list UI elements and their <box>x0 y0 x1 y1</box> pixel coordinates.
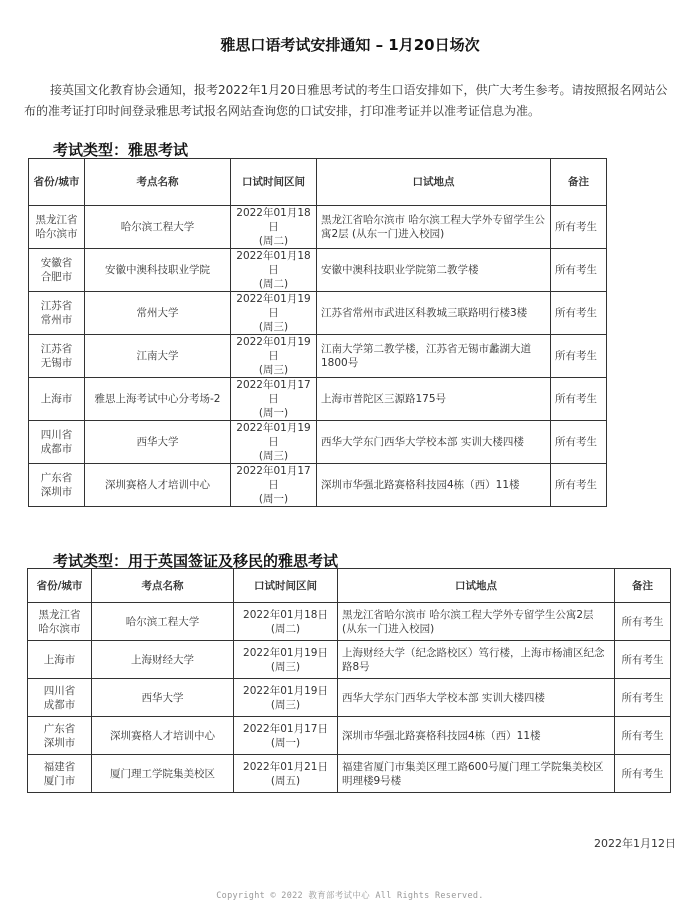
cell-note: 所有考生 <box>551 206 607 249</box>
cell-location: 西华大学东门西华大学校本部 实训大楼四楼 <box>338 679 615 717</box>
cell-province: 上海市 <box>28 641 92 679</box>
cell-province: 上海市 <box>29 378 85 421</box>
table-body <box>28 603 671 793</box>
copyright-footer: Copyright © 2022 教育部考试中心 All Rights Reserved. <box>216 891 484 901</box>
table-row <box>29 464 607 507</box>
cell-venue: 厦门理工学院集美校区 <box>92 755 234 793</box>
header-venue: 考点名称 <box>85 159 231 206</box>
cell-note: 所有考生 <box>551 464 607 507</box>
cell-location: 上海财经大学（纪念路校区）笃行楼，上海市杨浦区纪念路8号 <box>338 641 615 679</box>
cell-time: 2022年01月19日 (周三) <box>234 641 338 679</box>
schedule-table-ukvi <box>27 568 671 793</box>
cell-venue: 常州大学 <box>85 292 231 335</box>
cell-note: 所有考生 <box>615 603 671 641</box>
cell-note: 所有考生 <box>615 755 671 793</box>
cell-province: 江苏省 无锡市 <box>29 335 85 378</box>
cell-location: 上海市普陀区三源路175号 <box>317 378 551 421</box>
cell-time: 2022年01月18日 (周二) <box>231 206 317 249</box>
table-row <box>29 421 607 464</box>
cell-location: 安徽中澳科技职业学院第二教学楼 <box>317 249 551 292</box>
header-time: 口试时间区间 <box>231 159 317 206</box>
cell-province: 四川省 成都市 <box>28 679 92 717</box>
table-row <box>29 378 607 421</box>
cell-province: 广东省 深圳市 <box>29 464 85 507</box>
table-header-row <box>29 159 607 206</box>
cell-note: 所有考生 <box>551 249 607 292</box>
cell-location: 黑龙江省哈尔滨市 哈尔滨工程大学外专留学生公寓2层 (从东一门进入校园) <box>317 206 551 249</box>
cell-time: 2022年01月18日 (周二) <box>234 603 338 641</box>
table-row <box>28 679 671 717</box>
table-row <box>29 335 607 378</box>
intro-paragraph: 接英国文化教育协会通知，报考2022年1月20日雅思考试的考生口语安排如下，供广大考生参考。请按照报名网站公布的准考证打印时间登录雅思考试报名网站查询您的口试安排，打印准考证并以准考证信息为准。 <box>24 83 668 118</box>
cell-location: 江南大学第二教学楼，江苏省无锡市蠡湖大道1800号 <box>317 335 551 378</box>
table-row <box>29 206 607 249</box>
cell-venue: 雅思上海考试中心分考场-2 <box>85 378 231 421</box>
cell-venue: 深圳赛格人才培训中心 <box>85 464 231 507</box>
issue-date: 2022年1月12日 <box>594 837 676 850</box>
cell-province: 黑龙江省 哈尔滨市 <box>29 206 85 249</box>
cell-time: 2022年01月18日 (周二) <box>231 249 317 292</box>
cell-venue: 上海财经大学 <box>92 641 234 679</box>
cell-venue: 哈尔滨工程大学 <box>92 603 234 641</box>
cell-venue: 江南大学 <box>85 335 231 378</box>
table-header-row <box>28 569 671 603</box>
cell-location: 福建省厦门市集美区理工路600号厦门理工学院集美校区明理楼9号楼 <box>338 755 615 793</box>
cell-province: 江苏省 常州市 <box>29 292 85 335</box>
cell-time: 2022年01月19日 (周三) <box>234 679 338 717</box>
cell-province: 黑龙江省 哈尔滨市 <box>28 603 92 641</box>
cell-time: 2022年01月19日 (周三) <box>231 335 317 378</box>
header-venue: 考点名称 <box>92 569 234 603</box>
cell-location: 深圳市华强北路赛格科技园4栋（西）11楼 <box>317 464 551 507</box>
cell-time: 2022年01月17日 (周一) <box>234 717 338 755</box>
cell-note: 所有考生 <box>551 292 607 335</box>
cell-time: 2022年01月19日 (周三) <box>231 421 317 464</box>
section1-title: 考试类型：雅思考试 <box>53 141 189 159</box>
header-note: 备注 <box>615 569 671 603</box>
header-location: 口试地点 <box>317 159 551 206</box>
cell-venue: 西华大学 <box>85 421 231 464</box>
cell-province: 四川省 成都市 <box>29 421 85 464</box>
header-time: 口试时间区间 <box>234 569 338 603</box>
cell-location: 黑龙江省哈尔滨市 哈尔滨工程大学外专留学生公寓2层 (从东一门进入校园) <box>338 603 615 641</box>
cell-time: 2022年01月19日 (周三) <box>231 292 317 335</box>
cell-note: 所有考生 <box>551 378 607 421</box>
page-title: 雅思口语考试安排通知 – 1月20日场次 <box>220 36 480 54</box>
cell-venue: 哈尔滨工程大学 <box>85 206 231 249</box>
section2-title: 考试类型：用于英国签证及移民的雅思考试 <box>53 552 339 570</box>
schedule-table-ielts <box>28 158 607 507</box>
cell-location: 深圳市华强北路赛格科技园4栋（西）11楼 <box>338 717 615 755</box>
cell-time: 2022年01月17日 (周一) <box>231 378 317 421</box>
table-row <box>29 249 607 292</box>
cell-province: 广东省 深圳市 <box>28 717 92 755</box>
cell-note: 所有考生 <box>615 641 671 679</box>
cell-note: 所有考生 <box>615 717 671 755</box>
table-row <box>29 292 607 335</box>
header-location: 口试地点 <box>338 569 615 603</box>
cell-province: 安徽省 合肥市 <box>29 249 85 292</box>
cell-time: 2022年01月17日 (周一) <box>231 464 317 507</box>
cell-location: 西华大学东门西华大学校本部 实训大楼四楼 <box>317 421 551 464</box>
table-row <box>28 641 671 679</box>
cell-venue: 安徽中澳科技职业学院 <box>85 249 231 292</box>
header-note: 备注 <box>551 159 607 206</box>
header-province: 省份/城市 <box>28 569 92 603</box>
cell-note: 所有考生 <box>551 335 607 378</box>
table-row <box>28 603 671 641</box>
cell-province: 福建省 厦门市 <box>28 755 92 793</box>
cell-time: 2022年01月21日 (周五) <box>234 755 338 793</box>
cell-venue: 西华大学 <box>92 679 234 717</box>
table-body <box>29 206 607 507</box>
header-province: 省份/城市 <box>29 159 85 206</box>
cell-note: 所有考生 <box>551 421 607 464</box>
cell-location: 江苏省常州市武进区科教城三联路明行楼3楼 <box>317 292 551 335</box>
cell-venue: 深圳赛格人才培训中心 <box>92 717 234 755</box>
table-row <box>28 717 671 755</box>
table-row <box>28 755 671 793</box>
cell-note: 所有考生 <box>615 679 671 717</box>
